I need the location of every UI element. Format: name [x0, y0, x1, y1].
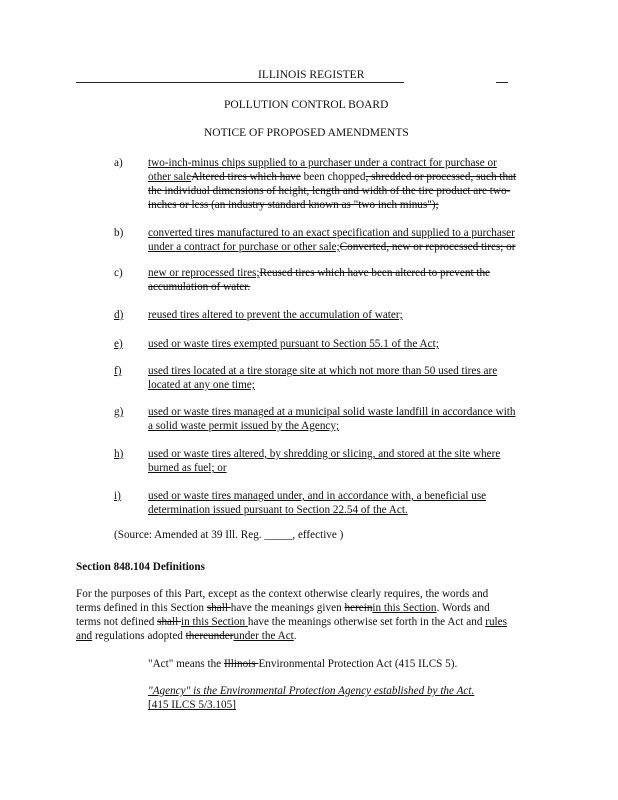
inserted-text: in this Section	[372, 602, 437, 614]
inserted-text: rules	[485, 616, 507, 628]
inserted-text: converted tires manufactured to an exact specification and supplied to a purchaser	[148, 227, 515, 239]
struck-text: thereunder	[185, 630, 234, 642]
inserted-text: used or waste tires altered, by shredding or slicing, and stored at the site where	[148, 448, 501, 460]
item-label: a)	[114, 157, 123, 169]
inserted-text: other sale	[148, 171, 192, 183]
text-line	[148, 419, 516, 433]
item-label: f)	[114, 365, 122, 377]
text-segment: For the purposes of this Part, except as the context otherwise clearly requires, the words and	[76, 588, 489, 600]
item-text	[148, 364, 497, 392]
text-segment: have the meanings otherwise set forth in the Act and	[247, 616, 486, 628]
struck-text: Converted, new or reprocessed tires; or	[339, 241, 516, 253]
header-dash	[496, 82, 508, 83]
text-line	[148, 503, 486, 517]
struck-text: shall	[157, 616, 182, 628]
register-title: ILLINOIS REGISTER	[258, 69, 365, 81]
item-text	[148, 156, 516, 212]
text-line	[148, 378, 497, 392]
item-label: e)	[114, 338, 123, 350]
text-line	[148, 489, 486, 503]
text-line	[148, 405, 516, 419]
inserted-text: used or waste tires exempted pursuant to Section 55.1 of the Act;	[148, 338, 439, 350]
text-segment: Environmental Protection Act (415 ILCS 5).	[258, 658, 458, 670]
notice-title: NOTICE OF PROPOSED AMENDMENTS	[204, 127, 409, 139]
inserted-text: determination issued pursuant to Section 22.54 of the Act.	[148, 504, 408, 516]
inserted-text: [415 ILCS 5/3.105]	[148, 699, 236, 711]
text-line	[148, 698, 474, 712]
inserted-text: reused tires altered to prevent the accumulation of water;	[148, 309, 403, 321]
inserted-text: a solid waste permit issued by the Agency;	[148, 420, 340, 432]
text-line	[148, 447, 500, 461]
text-line	[148, 280, 490, 294]
struck-text: Altered tires which have	[191, 171, 301, 183]
text-line	[148, 240, 516, 254]
inserted-text: located at any one time;	[148, 379, 255, 391]
section-heading: Section 848.104 Definitions	[76, 561, 205, 573]
inserted-text: under a contract for purchase or other sale;	[148, 241, 340, 253]
text-line	[148, 170, 516, 184]
item-label: h)	[114, 448, 124, 460]
inserted-text: two-inch-minus chips supplied to a purchaser under a contract for purchase or	[148, 157, 497, 169]
struck-text: herein	[344, 602, 373, 614]
item-label: b)	[114, 227, 124, 239]
text-segment: . Words and	[436, 602, 490, 614]
inserted-text: burned as fuel; or	[148, 462, 227, 474]
act-definition	[148, 657, 457, 671]
text-segment: have the meanings given	[230, 602, 345, 614]
text-segment: .	[293, 630, 297, 642]
item-text	[148, 447, 500, 475]
text-line	[148, 657, 457, 671]
text-line	[148, 226, 516, 240]
item-text	[148, 337, 439, 351]
text-segment: been chopped	[300, 171, 366, 183]
struck-text: Reused tires which have been altered to prevent the	[259, 267, 491, 279]
struck-text: inches or less (an industry standard known as "two inch minus");	[148, 199, 439, 211]
agency-definition	[148, 684, 474, 712]
inserted-text: and	[76, 630, 93, 642]
text-segment: regulations adopted	[92, 630, 186, 642]
text-segment: terms not defined	[76, 616, 158, 628]
struck-text: the individual dimensions of height, length and width of the tire product are two-	[148, 185, 511, 197]
text-line	[76, 615, 507, 629]
item-label: c)	[114, 267, 123, 279]
item-label: i)	[114, 490, 121, 502]
inserted-text: new or reprocessed tires;	[148, 267, 260, 279]
inserted-text: in this Section	[181, 616, 248, 628]
inserted-text: used tires located at a tire storage site at which not more than 50 used tires are	[148, 365, 498, 377]
item-label: g)	[114, 406, 124, 418]
item-text	[148, 226, 516, 254]
definitions-paragraph	[76, 587, 507, 643]
inserted-text: used or waste tires managed at a municipal solid waste landfill in accordance with	[148, 406, 516, 418]
source-note: (Source: Amended at 39 Ill. Reg. _____, effective )	[114, 529, 344, 541]
text-line	[148, 198, 516, 212]
text-line	[148, 266, 490, 280]
text-line	[76, 629, 507, 643]
header-rule	[76, 82, 404, 83]
text-line	[76, 601, 507, 615]
board-title: POLLUTION CONTROL BOARD	[224, 99, 389, 111]
text-line	[148, 184, 516, 198]
text-line	[76, 587, 507, 601]
text-line	[148, 308, 403, 322]
item-text	[148, 489, 486, 517]
text-line	[148, 156, 516, 170]
text-line	[148, 364, 497, 378]
inserted-text: "Agency" is the Environmental Protection Agency established by the Act.	[148, 685, 475, 697]
item-text	[148, 308, 403, 322]
text-line	[148, 461, 500, 475]
text-line	[148, 684, 474, 698]
item-label: d)	[114, 309, 124, 321]
inserted-text: used or waste tires managed under, and in accordance with, a beneficial use	[148, 490, 487, 502]
text-segment: terms defined in this Section	[76, 602, 207, 614]
struck-text: shall	[206, 602, 231, 614]
item-text	[148, 266, 490, 294]
struck-text: Illinois	[223, 658, 259, 670]
inserted-text: under the Act	[233, 630, 294, 642]
text-line	[148, 337, 439, 351]
text-segment: "Act" means the	[148, 658, 224, 670]
item-text	[148, 405, 516, 433]
struck-text: , shredded or processed, such that	[365, 171, 517, 183]
struck-text: accumulation of water.	[148, 281, 251, 293]
